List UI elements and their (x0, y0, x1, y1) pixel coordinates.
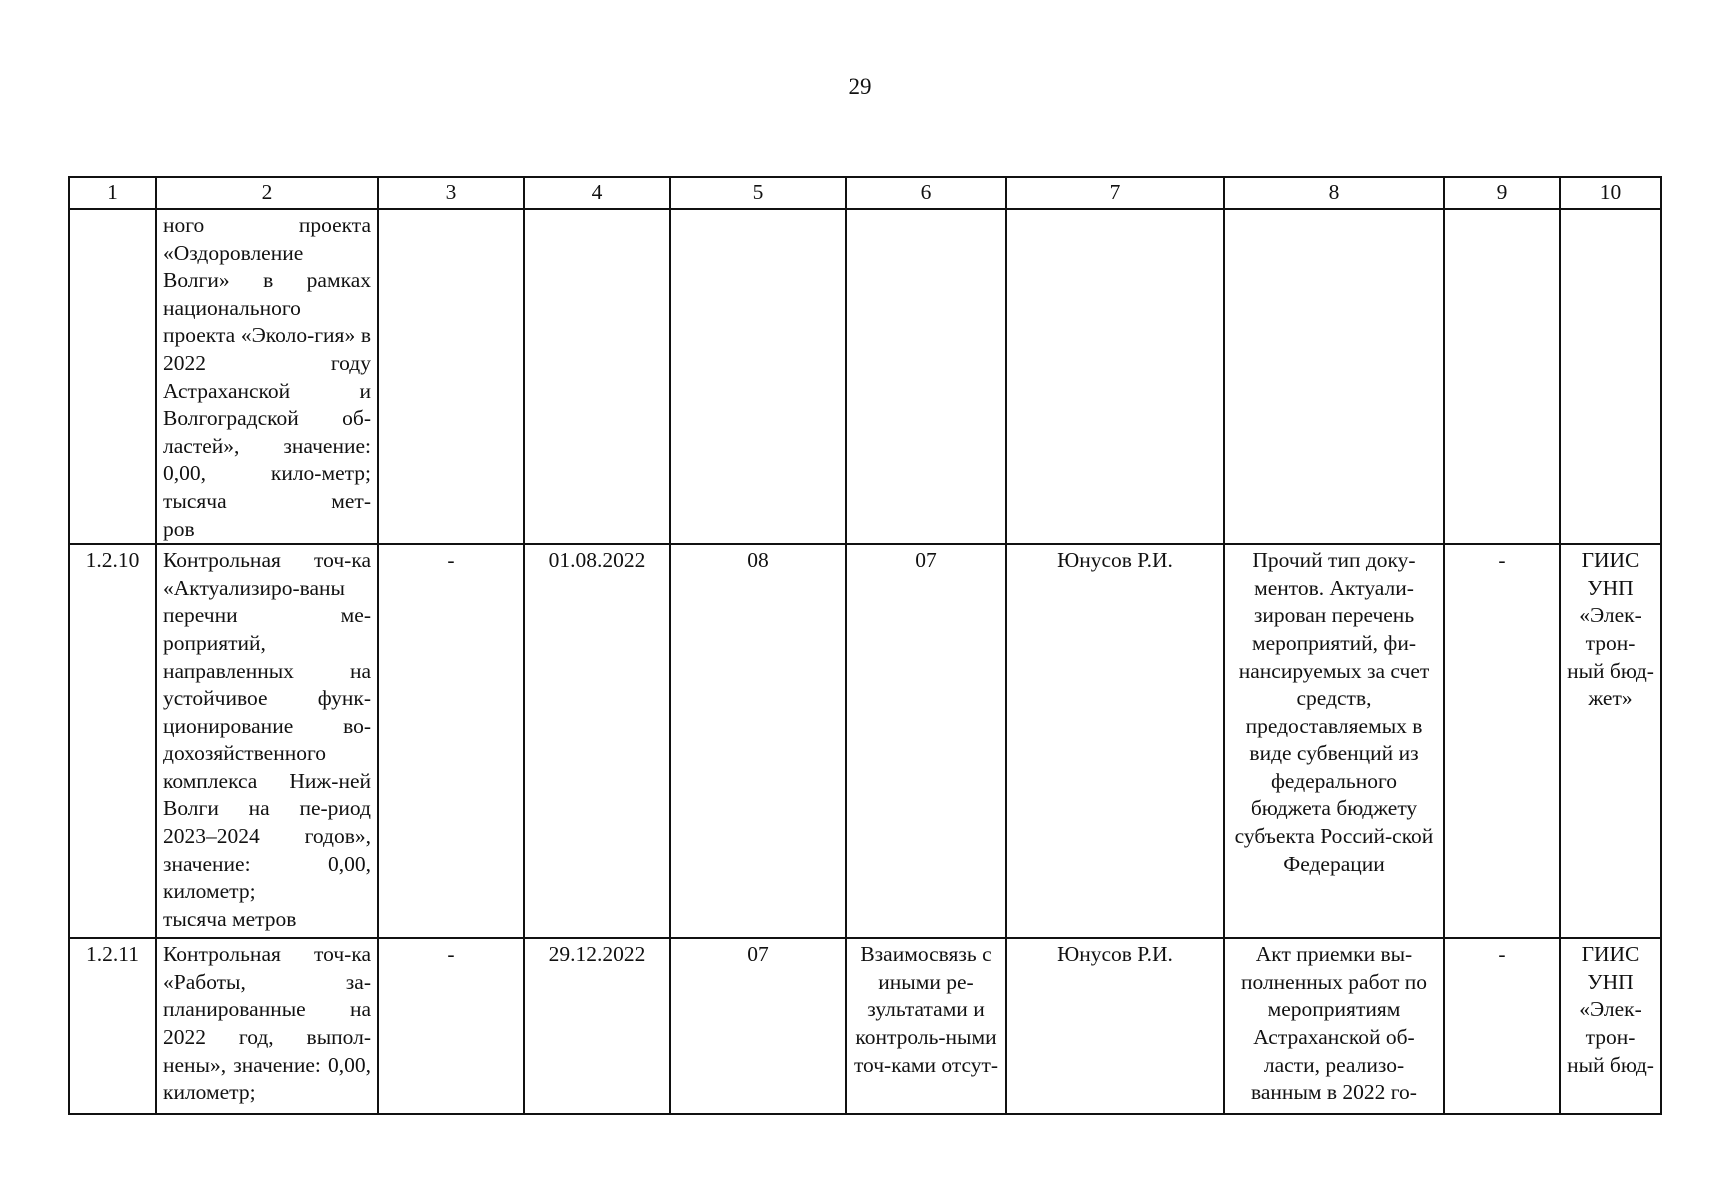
col6-cell: Взаимосвязь с иными ре-зультатами и контроль-ными точ-ками отсут- (846, 938, 1006, 1114)
table-header (69, 177, 1661, 209)
system-cell (1560, 209, 1661, 544)
column-header: 2 (156, 177, 378, 209)
date-cell (524, 209, 670, 544)
col6-cell (846, 209, 1006, 544)
column-header: 9 (1444, 177, 1560, 209)
col9-cell (1444, 209, 1560, 544)
description-text: Контрольная точ-ка «Актуализиро-ваны перечни ме-роприятий, направленных на устойчивое функ-ционирование во-дохозяйственного комплекса Ниж-ней Волги на пе-риод 2023–2024 годов», значение: 0,00, километр; (163, 548, 371, 904)
description-tail: тысяча метров (163, 906, 297, 931)
row-number-cell: 1.2.10 (69, 544, 156, 938)
col5-cell: 07 (670, 938, 846, 1114)
column-header: 3 (378, 177, 524, 209)
col5-cell (670, 209, 846, 544)
table-row (69, 209, 1661, 544)
system-cell: ГИИС УНП «Элек-трон-ный бюд-жет» (1560, 544, 1661, 938)
column-header: 5 (670, 177, 846, 209)
activity-table (68, 176, 1662, 1115)
col3-cell: - (378, 938, 524, 1114)
column-header: 4 (524, 177, 670, 209)
date-cell: 01.08.2022 (524, 544, 670, 938)
col3-cell (378, 209, 524, 544)
column-header: 10 (1560, 177, 1661, 209)
col5-cell: 08 (670, 544, 846, 938)
description-cell (156, 938, 378, 1114)
document-cell: Прочий тип доку-ментов. Актуали-зирован перечень мероприятий, фи-нансируемых за счет средств, предоставляемых в виде субвенций из федерального бюджета бюджету субъекта Россий-ской Федерации (1224, 544, 1444, 938)
col3-cell: - (378, 544, 524, 938)
col9-cell: - (1444, 938, 1560, 1114)
header-row (69, 177, 1661, 209)
system-cell: ГИИС УНП «Элек-трон-ный бюд- (1560, 938, 1661, 1114)
responsible-cell: Юнусов Р.И. (1006, 938, 1224, 1114)
description-cell (156, 209, 378, 544)
description-text: Контрольная точ-ка «Работы, за-планированные на 2022 год, выпол-нены», значение: 0,00, километр; (163, 942, 371, 1105)
page-number: 29 (848, 74, 872, 99)
column-header: 7 (1006, 177, 1224, 209)
document-cell (1224, 209, 1444, 544)
responsible-cell (1006, 209, 1224, 544)
column-header: 6 (846, 177, 1006, 209)
document-cell: Акт приемки вы-полненных работ по мероприятиям Астраханской об-ласти, реализо-ванным в 2022 го- (1224, 938, 1444, 1114)
table-row (69, 938, 1661, 1114)
col6-cell: 07 (846, 544, 1006, 938)
table-row (69, 544, 1661, 938)
col9-cell: - (1444, 544, 1560, 938)
column-header: 8 (1224, 177, 1444, 209)
description-tail: ров (163, 516, 195, 541)
column-header: 1 (69, 177, 156, 209)
responsible-cell: Юнусов Р.И. (1006, 544, 1224, 938)
description-cell (156, 544, 378, 938)
row-number-cell (69, 209, 156, 544)
date-cell: 29.12.2022 (524, 938, 670, 1114)
row-number-cell: 1.2.11 (69, 938, 156, 1114)
description-text: ного проекта «Оздоровление Волги» в рамках национального проекта «Эколо-гия» в 2022 году Астраханской и Волгоградской об-ластей», значение: 0,00, кило-метр; тысяча мет- (163, 213, 371, 513)
